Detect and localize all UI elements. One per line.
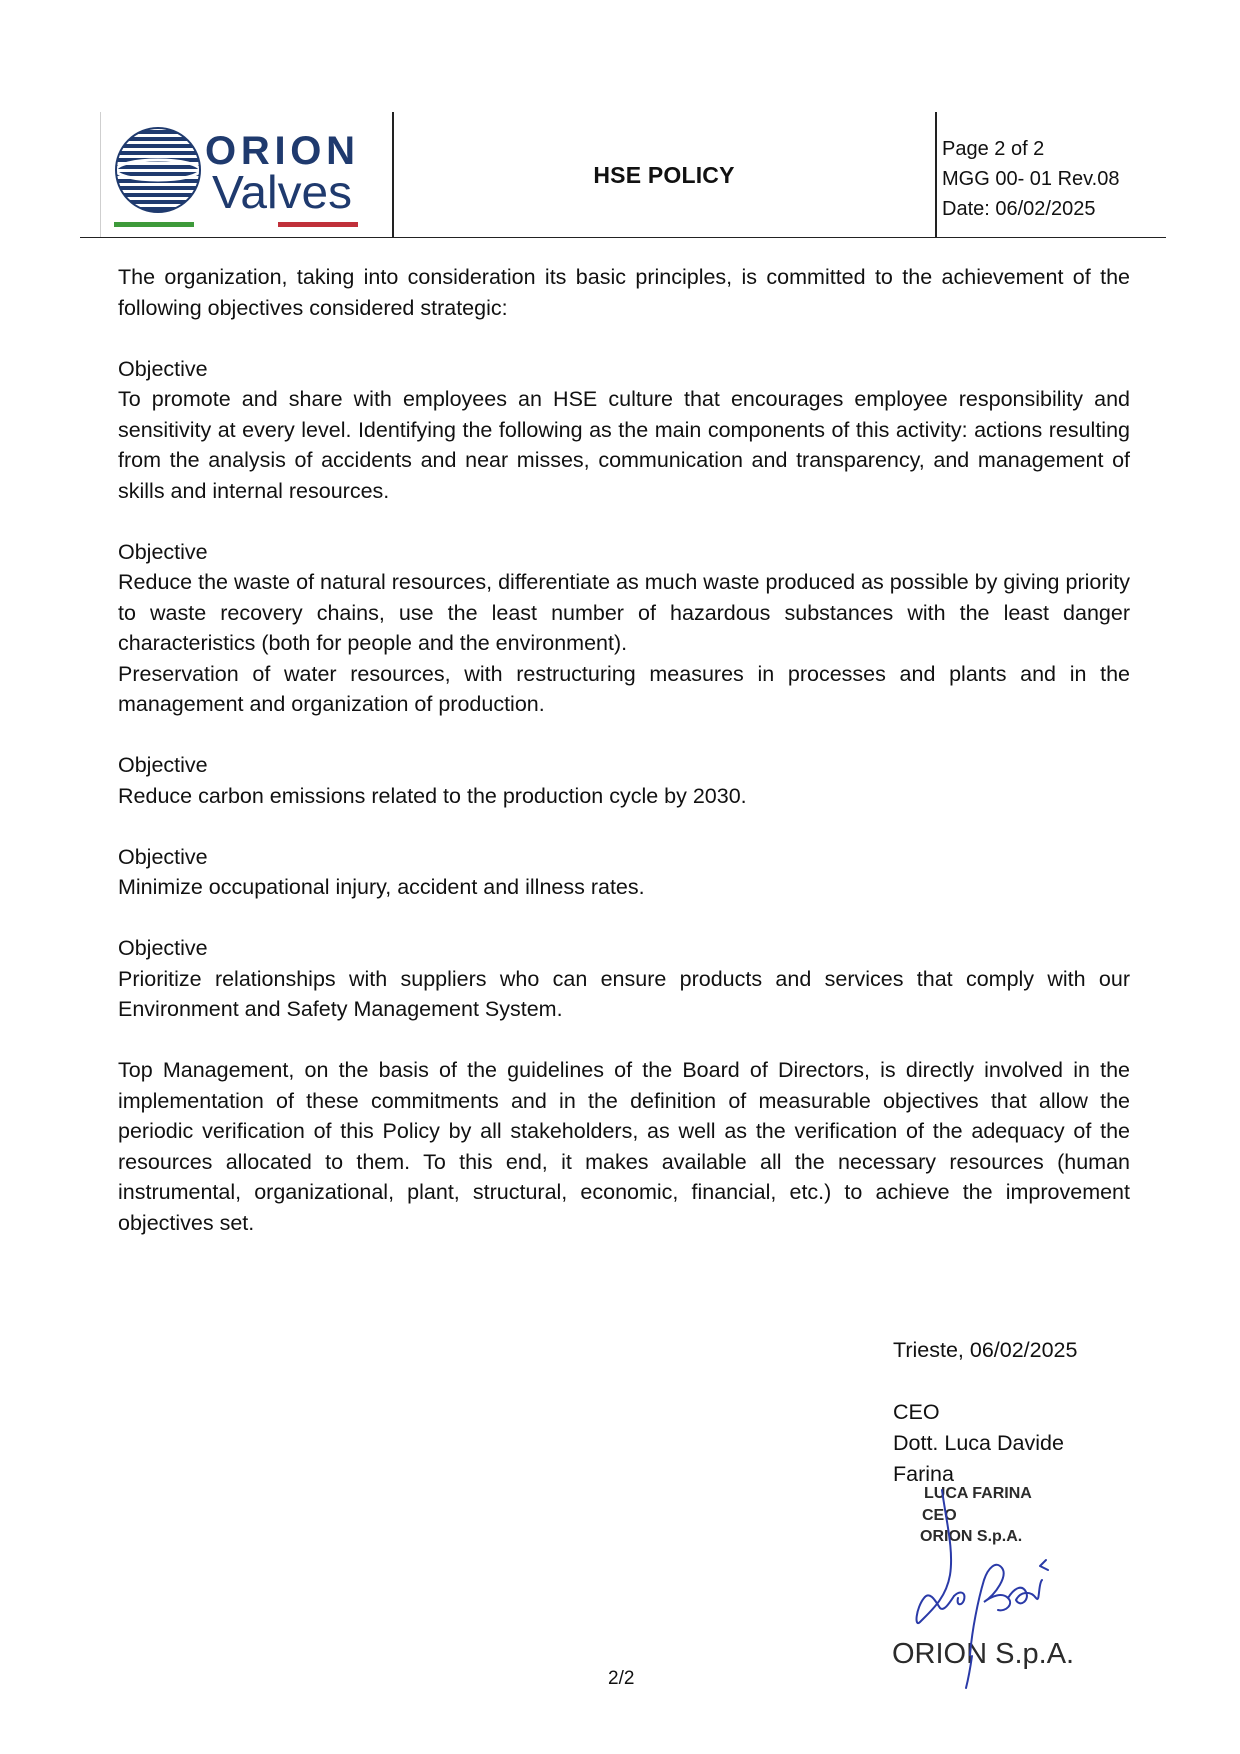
stamp-role: CEO: [922, 1507, 957, 1524]
closing-paragraph: Top Management, on the basis of the guidelines of the Board of Directors, is directly involved in the implementation of these commitments and in the definition of measurable objectives that allow the periodic verification of this Policy by all stakeholders, as well as the verification of the adequacy of the resources allocated to them. To this end, it makes available all the necessary resources (human instrumental, organizational, plant, structural, economic, financial, etc.) to achieve the improvement objectives set.: [118, 1058, 1130, 1235]
stamp-name: LUCA FARINA: [924, 1485, 1032, 1502]
objective-text: Reduce the waste of natural resources, differentiate as much waste produced as possible by giving priority to waste recovery chains, use the least number of hazardous substances with the least danger characteristics (both for people and the environment).: [118, 570, 1130, 655]
place-date: Trieste, 06/02/2025: [893, 1338, 1078, 1362]
signatory-name: Dott. Luca Davide: [893, 1431, 1064, 1455]
document-code: MGG 00- 01 Rev.08: [942, 168, 1120, 190]
signatory-surname: Farina: [893, 1462, 954, 1486]
logo-sphere-icon: [110, 122, 210, 222]
objective-text: Prioritize relationships with suppliers who can ensure products and services that comply with our Environment and Safety Management System.: [118, 966, 1130, 1021]
signatory-role: CEO: [893, 1400, 940, 1424]
intro-paragraph: The organization, taking into consideration its basic principles, is committed to the achievement of the following objectives considered strategic:: [118, 265, 1130, 320]
logo-red-bar: [278, 222, 358, 227]
objective-heading: Objective: [118, 753, 208, 777]
document-body: [118, 262, 1130, 1238]
orion-valves-logo: [110, 122, 380, 234]
objective-heading: Objective: [118, 844, 208, 869]
page-number: 2/2: [608, 1668, 635, 1689]
header-left-border: [100, 112, 101, 238]
logo-brand-top: ORION: [205, 129, 355, 173]
document-date: Date: 06/02/2025: [942, 198, 1096, 220]
stamp-company-large: ORION S.p.A.: [892, 1638, 1075, 1670]
header-meta-cell: [942, 134, 1162, 224]
header-divider-right: [935, 112, 937, 238]
logo-brand-bottom: Valves: [212, 166, 352, 218]
objective-heading: Objective: [118, 936, 208, 960]
signature-block: [893, 1335, 1133, 1490]
objective-text: Reduce carbon emissions related to the production cycle by 2030.: [118, 783, 747, 808]
objective-heading: Objective: [118, 539, 208, 564]
document-header: [80, 112, 1166, 238]
objective-text: Minimize occupational injury, accident and illness rates.: [118, 875, 645, 899]
company-stamp-and-signature: [880, 1480, 1120, 1690]
stamp-company: ORION S.p.A.: [920, 1528, 1023, 1545]
page-info: Page 2 of 2: [942, 138, 1045, 160]
header-title-cell: [394, 112, 934, 238]
logo-green-bar: [114, 222, 194, 227]
document-title: HSE POLICY: [593, 161, 735, 188]
company-stamp: [892, 1485, 1074, 1670]
objective-text: Preservation of water resources, with restructuring measures in processes and plants and in the management and organization of production.: [118, 661, 1130, 716]
objective-heading: Objective: [118, 356, 208, 381]
objective-text: To promote and share with employees an HSE culture that encourages employee responsibility and sensitivity at every level. Identifying the following as the main components of this activity: actions resulting from the analysis of accidents and near misses, communication and transparency, and management of skills and internal resources.: [118, 387, 1130, 503]
